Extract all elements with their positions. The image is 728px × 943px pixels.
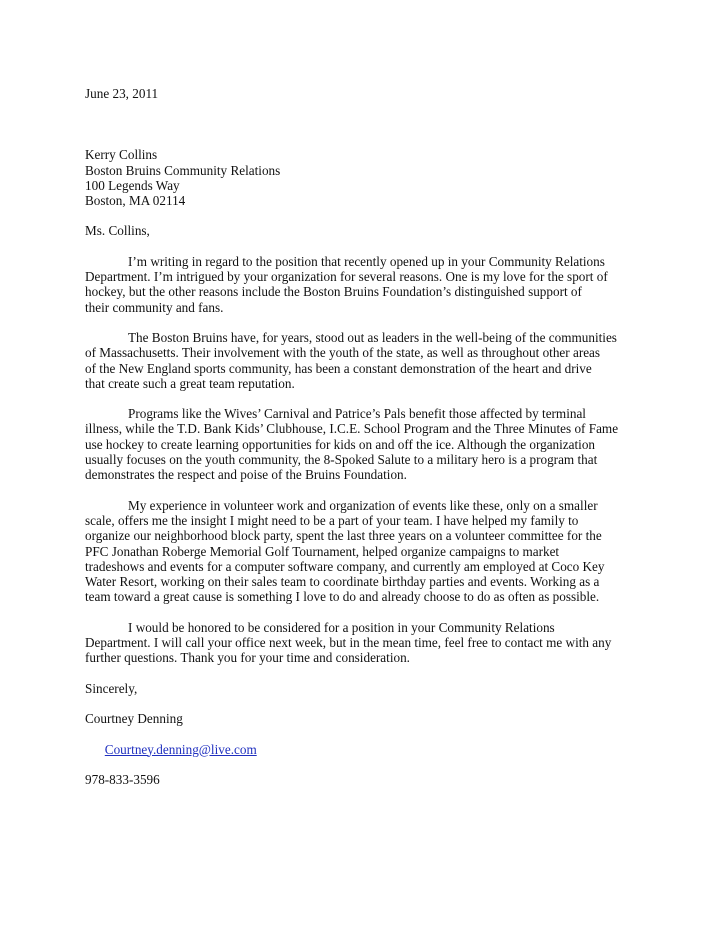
paragraph-line: Programs like the Wives’ Carnival and Patrice’s Pals benefit those affected by terminal: [128, 406, 586, 422]
paragraph-line: organize our neighborhood block party, spent the last three years on a volunteer committee for the: [85, 528, 602, 544]
paragraph-line: I’m writing in regard to the position that recently opened up in your Community Relations: [128, 253, 605, 269]
paragraph-1: [85, 254, 655, 315]
sender-email-link[interactable]: Courtney.denning@live.com: [104, 741, 257, 757]
paragraph-line: illness, while the T.D. Bank Kids’ Clubhouse, I.C.E. School Program and the Three Minutes of Fame: [85, 421, 619, 437]
recipient-address: [85, 147, 655, 208]
paragraph-line: usually focuses on the youth community, the 8-Spoked Salute to a military hero is a program that: [85, 452, 598, 468]
paragraph-2: [85, 330, 655, 391]
sender-phone: 978-833-3596: [85, 772, 160, 788]
paragraph-line: scale, offers me the insight I might need to be a part of your team. I have helped my family to: [85, 512, 579, 528]
recipient-organization: Boston Bruins Community Relations: [85, 162, 281, 178]
paragraph-line: demonstrates the respect and poise of the Bruins Foundation.: [85, 467, 407, 483]
paragraph-line: I would be honored to be considered for a position in your Community Relations: [128, 619, 555, 635]
paragraph-line: hockey, but the other reasons include the Boston Bruins Foundation’s distinguished support of: [85, 284, 582, 300]
salutation: Ms. Collins,: [85, 223, 150, 239]
paragraph-line: tradeshows and events for a computer software company, and currently am employed at Coco Key: [85, 558, 605, 574]
paragraph-5: [85, 620, 655, 666]
recipient-street: 100 Legends Way: [85, 177, 180, 193]
paragraph-line: PFC Jonathan Roberge Memorial Golf Tournament, helped organize campaigns to market: [85, 543, 560, 559]
sender-name: Courtney Denning: [85, 710, 183, 726]
paragraph-line: The Boston Bruins have, for years, stood out as leaders in the well-being of the communities: [128, 329, 617, 345]
recipient-name: Kerry Collins: [85, 147, 158, 163]
paragraph-4: [85, 498, 655, 605]
paragraph-line: their community and fans.: [85, 299, 224, 315]
paragraph-line: that create such a great team reputation.: [85, 375, 295, 391]
signature-block: [85, 711, 655, 787]
paragraph-line: of the New England sports community, has been a constant demonstration of the heart and drive: [85, 360, 592, 376]
paragraph-line: My experience in volunteer work and organization of events like these, only on a smaller: [128, 497, 598, 513]
recipient-city-state-zip: Boston, MA 02114: [85, 193, 186, 209]
letter-page: [85, 86, 655, 787]
paragraph-line: Department. I’m intrigued by your organization for several reasons. One is my love for the sport of: [85, 269, 608, 285]
paragraph-line: team toward a great cause is something I love to do and already choose to do as often as possible.: [85, 589, 600, 605]
paragraph-line: use hockey to create learning opportunities for kids on and off the ice. Although the organization: [85, 436, 596, 452]
paragraph-line: of Massachusetts. Their involvement with the youth of the state, as well as throughout other areas: [85, 345, 601, 361]
closing: Sincerely,: [85, 680, 138, 696]
paragraph-line: Department. I will call your office next week, but in the mean time, feel free to contact me with any: [85, 635, 612, 651]
letter-date: June 23, 2011: [85, 86, 159, 101]
paragraph-line: further questions. Thank you for your time and consideration.: [85, 650, 410, 666]
paragraph-3: [85, 406, 655, 482]
paragraph-line: Water Resort, working on their sales team to coordinate birthday parties and events. Working as a: [85, 574, 600, 590]
